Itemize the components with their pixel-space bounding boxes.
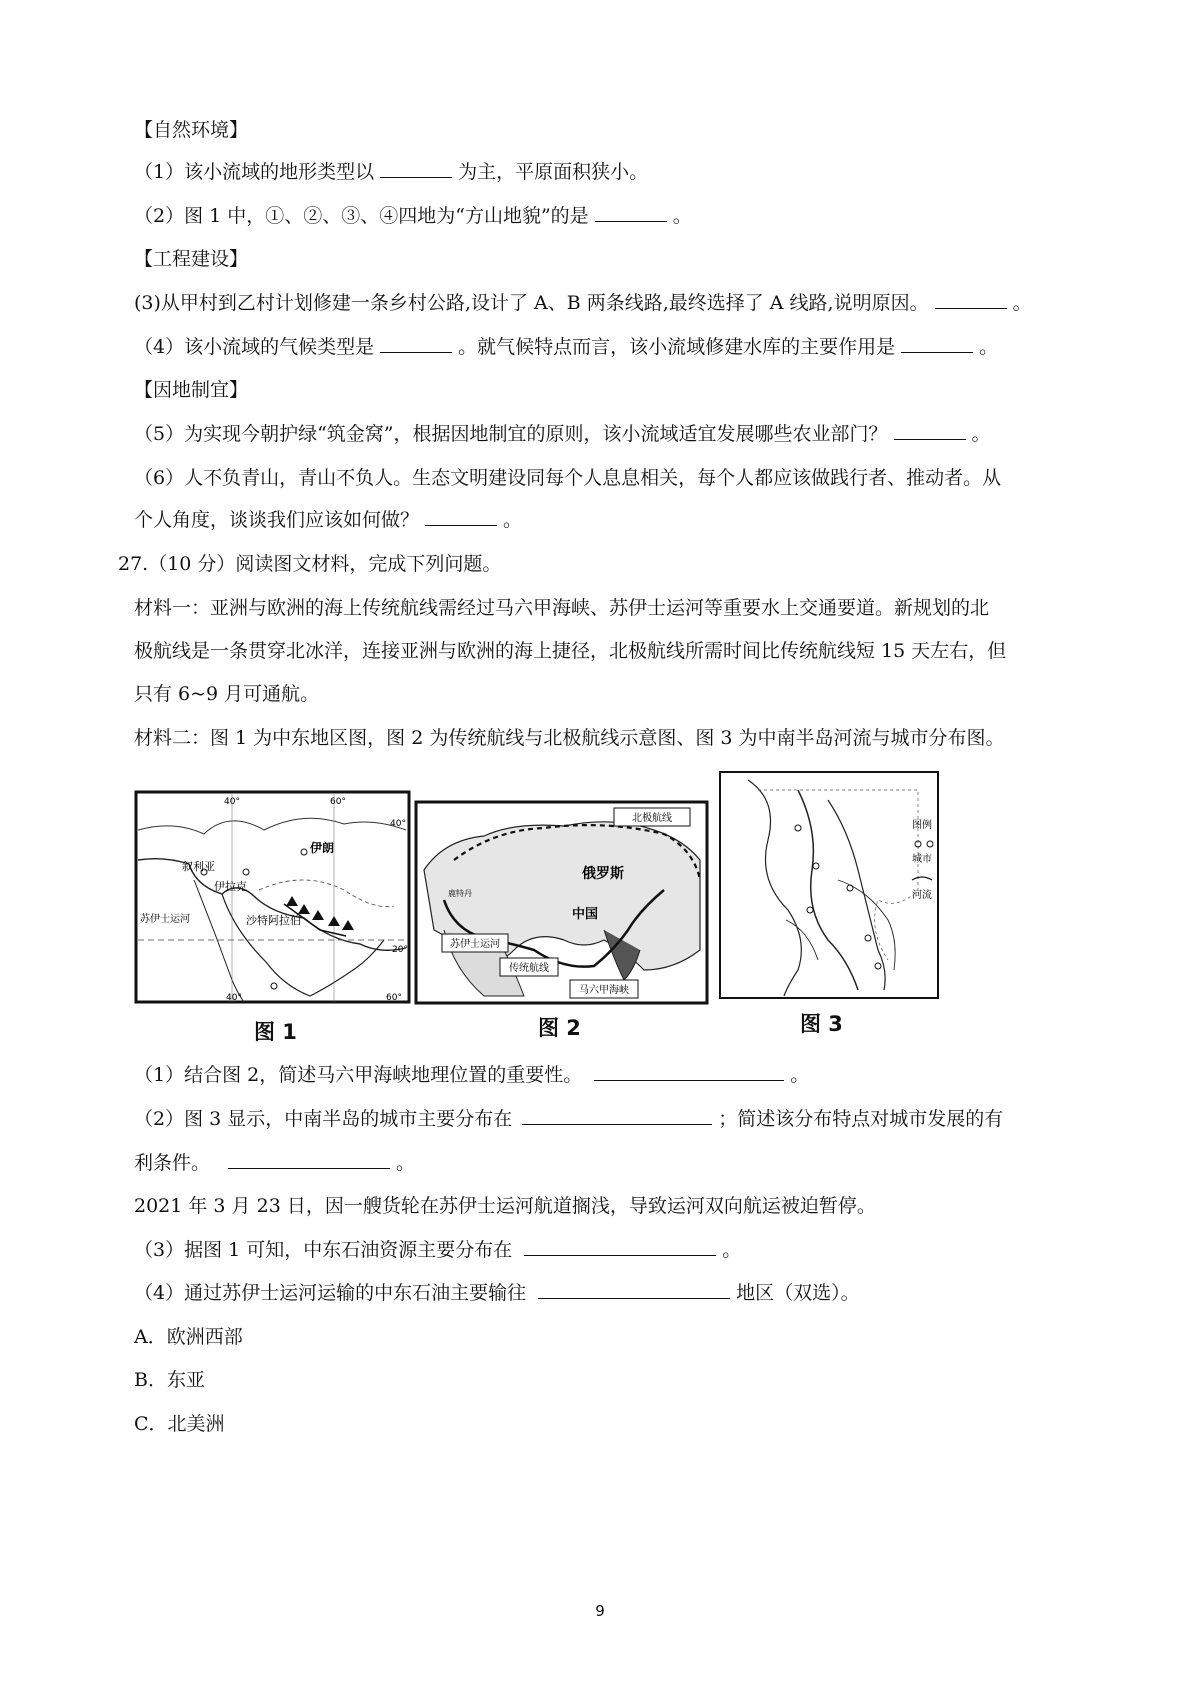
legend-river: 河流 <box>912 890 932 901</box>
legend-title: 图例 <box>912 820 932 831</box>
answer-blank[interactable] <box>380 159 452 178</box>
option-a[interactable]: A．欧洲西部 <box>134 1326 243 1348</box>
q27-sub2-line1 <box>134 1106 1003 1132</box>
answer-blank[interactable] <box>901 334 973 353</box>
label-lon-40-bottom: 40° <box>226 993 242 1003</box>
question-6-line1: （6）人不负青山，青山不负人。生态文明建设同每个人息息相关，每个人都应该做践行者、推动者。从 <box>134 467 1002 489</box>
question-text: 。 <box>790 1064 810 1086</box>
question-text: （5）为实现今朝护绿“筑金窝”，根据因地制宜的原则，该小流域适宜发展哪些农业部门？ <box>134 423 888 445</box>
label-saudi-arabia: 沙特阿拉伯 <box>246 914 301 927</box>
answer-blank[interactable] <box>894 421 966 440</box>
question-text: （1）结合图 2，简述马六甲海峡地理位置的重要性。 <box>134 1064 583 1086</box>
question-text: 。 <box>396 1152 416 1174</box>
question-text: 利条件。 <box>134 1152 211 1174</box>
question-text: （2）图 1 中，①、②、③、④四地为“方山地貌”的是 <box>134 205 589 227</box>
label-rotterdam: 鹿特丹 <box>448 889 472 898</box>
q27-title: 27.（10 分）阅读图文材料，完成下列问题。 <box>118 553 502 575</box>
question-text: 。 <box>979 336 999 358</box>
figure-1-caption: 图 1 <box>254 1020 297 1044</box>
question-text: ；简述该分布特点对城市发展的有 <box>718 1108 1004 1130</box>
q27-sub2-line2 <box>134 1150 415 1176</box>
option-c[interactable]: C．北美洲 <box>134 1413 225 1435</box>
question-text: （4）该小流域的气候类型是 <box>134 336 375 358</box>
question-text: 。 <box>1012 292 1032 314</box>
q27-sub4 <box>134 1280 860 1306</box>
label-china: 中国 <box>572 907 599 922</box>
section-heading-local: 【因地制宜】 <box>134 379 249 401</box>
question-4 <box>134 334 998 360</box>
question-text: 。 <box>971 423 991 445</box>
figure-3-caption: 图 3 <box>800 1012 843 1036</box>
question-3 <box>134 290 1032 316</box>
section-heading-natural: 【自然环境】 <box>134 119 249 141</box>
label-lon-60-bottom: 60° <box>386 993 402 1003</box>
question-text: （4）通过苏伊士运河运输的中东石油主要输往 <box>134 1282 527 1304</box>
material1-line3: 只有 6~9 月可通航。 <box>134 683 320 705</box>
label-lat-40: 40° <box>390 819 406 829</box>
material1-line2: 极航线是一条贯穿北冰洋，连接亚洲与欧洲的海上捷径，北极航线所需时间比传统航线短 15 天左右，但 <box>134 640 1007 662</box>
label-iraq: 伊拉克 <box>214 880 247 893</box>
legend-city: 城市 <box>912 854 932 865</box>
figure-2-shipping-routes-map <box>414 800 710 1006</box>
question-text: 。就气候特点而言，该小流域修建水库的主要作用是 <box>458 336 896 358</box>
label-traditional-route: 传统航线 <box>509 963 549 974</box>
q27-sub1 <box>134 1062 809 1088</box>
answer-blank[interactable] <box>524 1237 716 1256</box>
question-text: 个人角度，谈谈我们应该如何做？ <box>134 509 420 531</box>
section-heading-engineering: 【工程建设】 <box>134 248 249 270</box>
label-syria: 叙利亚 <box>182 860 215 873</box>
question-text: （3）据图 1 可知，中东石油资源主要分布在 <box>134 1239 513 1261</box>
question-1 <box>134 159 648 185</box>
material1-line1: 材料一：亚洲与欧洲的海上传统航线需经过马六甲海峡、苏伊士运河等重要水上交通要道。新规划的北 <box>134 597 990 619</box>
label-lon-60: 60° <box>330 797 346 807</box>
question-text: 。 <box>722 1239 742 1261</box>
question-2 <box>134 203 692 229</box>
q27-event: 2021 年 3 月 23 日，因一艘货轮在苏伊士运河航道搁浅，导致运河双向航运被迫暂停。 <box>134 1195 876 1217</box>
label-arctic-route: 北极航线 <box>632 813 672 824</box>
answer-blank[interactable] <box>538 1280 730 1299</box>
answer-blank[interactable] <box>595 203 667 222</box>
answer-blank[interactable] <box>522 1106 712 1125</box>
label-lon-40: 40° <box>224 797 240 807</box>
answer-blank[interactable] <box>594 1062 784 1081</box>
label-suez-canal: 苏伊士运河 <box>450 939 500 950</box>
question-text: （2）图 3 显示，中南半岛的城市主要分布在 <box>134 1108 513 1130</box>
figure-1-middle-east-map <box>134 790 412 1006</box>
question-5 <box>134 421 991 447</box>
answer-blank[interactable] <box>228 1150 390 1169</box>
label-russia: 俄罗斯 <box>582 866 624 882</box>
q27-sub3 <box>134 1237 741 1263</box>
question-text: (3)从甲村到乙村计划修建一条乡村公路,设计了 A、B 两条线路,最终选择了 A 线路,说明原因。 <box>134 292 929 314</box>
question-text: （1）该小流域的地形类型以 <box>134 161 375 183</box>
label-iran: 伊朗 <box>310 841 335 855</box>
answer-blank[interactable] <box>935 290 1007 309</box>
question-text: 地区（双选）。 <box>736 1282 860 1304</box>
figure-3-indochina-map <box>718 770 940 1002</box>
answer-blank[interactable] <box>425 507 497 526</box>
label-malacca-strait: 马六甲海峡 <box>579 985 629 996</box>
question-text: 。 <box>672 205 692 227</box>
material2: 材料二：图 1 为中东地区图，图 2 为传统航线与北极航线示意图、图 3 为中南半岛河流与城市分布图。 <box>134 727 1005 749</box>
answer-blank[interactable] <box>380 334 452 353</box>
label-lat-20: 20° <box>392 945 408 955</box>
label-suez-canal: 苏伊士运河 <box>140 914 190 925</box>
page-number: 9 <box>595 1602 605 1620</box>
figure-2-caption: 图 2 <box>538 1016 581 1040</box>
option-b[interactable]: B．东亚 <box>134 1369 205 1391</box>
question-6-line2 <box>134 507 522 533</box>
question-text: 为主，平原面积狭小。 <box>458 161 649 183</box>
question-text: 。 <box>503 509 523 531</box>
